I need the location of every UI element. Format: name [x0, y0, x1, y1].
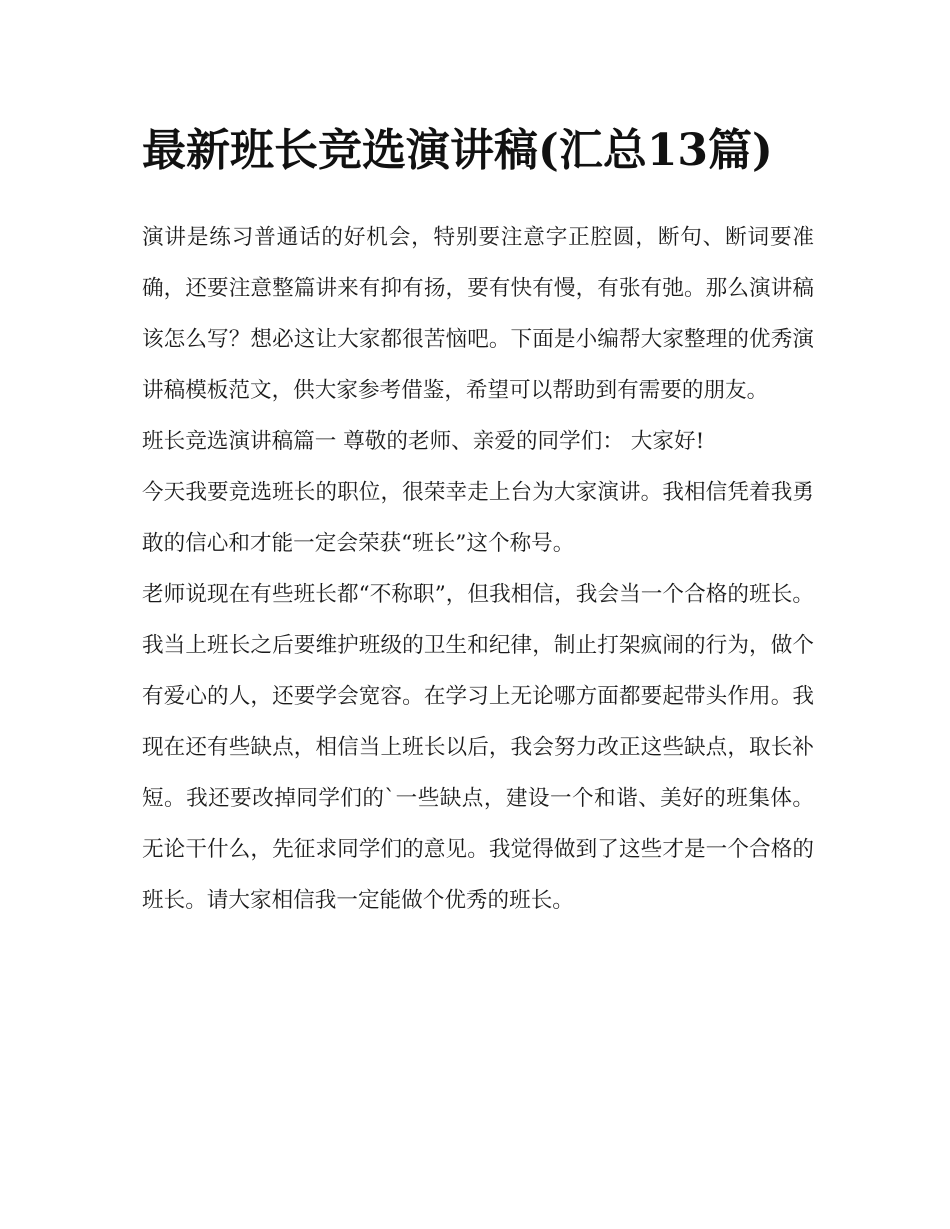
paragraph-greeting: 班长竞选演讲稿篇一 尊敬的老师、亲爱的同学们： 大家好! [142, 429, 705, 454]
document-title: 最新班长竞选演讲稿(汇总13篇) [142, 125, 773, 176]
paragraph-main: 老师说现在有些班长都“不称职”，但我相信，我会当一个合格的班长。我当上班长之后要维护班级的卫生和纪律，制止打架疯闹的行为，做个有爱心的人，还要学会宽容。在学习上无论哪方面都要起带头作用。我现在还有些缺点，相信当上班长以后，我会努力改正这些缺点，取长补短。我还要改掉同学们的`一些缺点，建设一个和谐、美好的班集体。无论干什么，先征求同学们的意见。我觉得做到了这些才是一个合格的班长。请大家相信我一定能做个优秀的班长。 [142, 582, 814, 913]
paragraph-intro: 演讲是练习普通话的好机会，特别要注意字正腔圆，断句、断词要准确，还要注意整篇讲来有抑有扬，要有快有慢，有张有弛。那么演讲稿该怎么写？想必这让大家都很苦恼吧。下面是小编帮大家整理的优秀演讲稿模板范文，供大家参考借鉴，希望可以帮助到有需要的朋友。 [142, 225, 814, 403]
paragraph-opening: 今天我要竞选班长的职位，很荣幸走上台为大家演讲。我相信凭着我勇敢的信心和才能一定会荣获“班长”这个称号。 [142, 480, 814, 556]
document-body [142, 112, 814, 926]
